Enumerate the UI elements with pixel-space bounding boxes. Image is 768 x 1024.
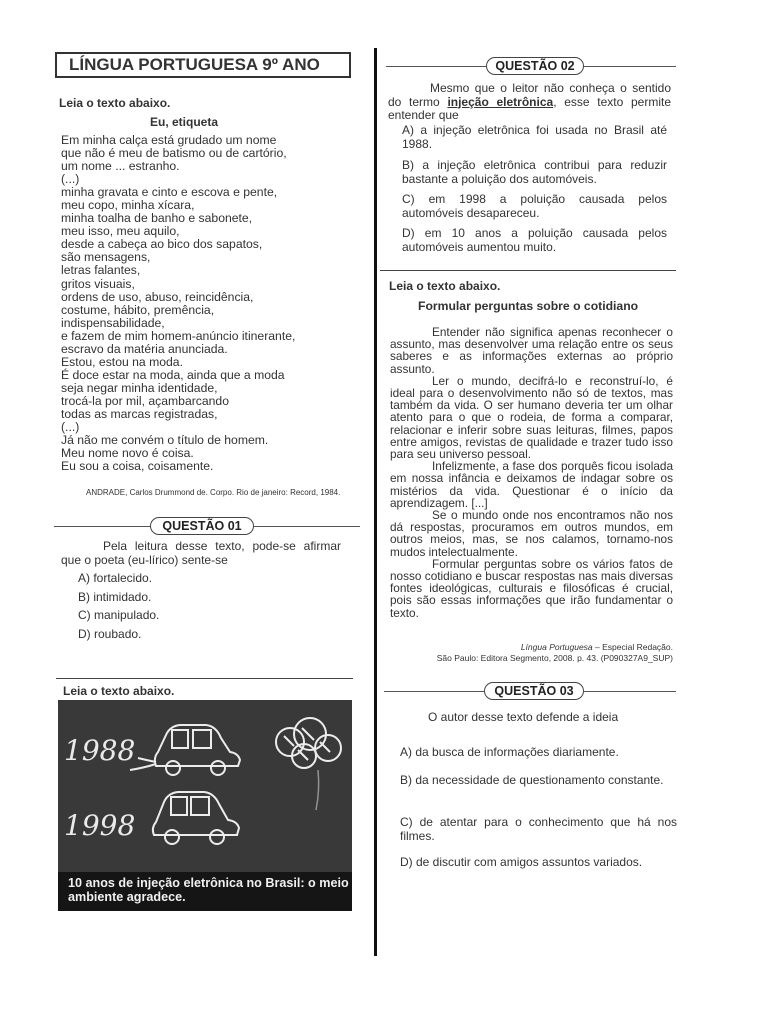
question-02-option-d[interactable]: D) em 10 anos a poluição causada pelos automóveis aumentou muito. [402,226,667,254]
page-title: LÍNGUA PORTUGUESA 9º ANO [55,52,351,78]
article-paragraph: Infelizmente, a fase dos porquês ficou isolada em nossa infância e deixamos de indagar sobre os mistérios da vida. Questionar é o início da aprendizagem. [...] [390,459,673,510]
article-paragraph: Entender não significa apenas reconhecer o assunto, mas desenvolver uma relação entre os seus saberes e as informações externas ao próprio assunto. [390,325,673,376]
question-02-stem [388,82,671,123]
chalkboard-illustration [58,700,352,872]
reading-instruction: Leia o texto abaixo. [59,96,171,110]
question-03-option-d[interactable]: D) de discutir com amigos assuntos variados. [400,855,643,869]
stem-text-end: , esse texto permite entender que [388,94,672,122]
source-publisher: São Paulo: Editora Segmento, 2008. p. 43. (P090327A9_SUP) [436,652,673,663]
question-01-stem: Pela leitura desse texto, pode-se afirmar que o poeta (eu-lírico) sente-se [61,539,341,567]
question-03-option-a[interactable]: A) da busca de informações diariamente. [400,745,619,759]
poem-credit: ANDRADE, Carlos Drummond de. Corpo. Rio de janeiro: Record, 1984. [86,488,341,497]
reading-instruction-3: Leia o texto abaixo. [389,279,501,293]
reading-instruction-2: Leia o texto abaixo. [63,684,175,698]
question-01-option-d[interactable]: D) roubado. [78,627,142,641]
stem-text: Mesmo que o leitor não conheça o sentido do termo [388,81,671,109]
section-separator-right [380,270,676,271]
question-01-option-c[interactable]: C) manipulado. [78,608,160,622]
article-paragraph: Ler o mundo, decifrá-lo e reconstruí-lo, é ideal para o desenvolvimento não só de textos, mas também da vida. O ser humano deveria ter um olhar atento para o que o rodeia, de forma a comparar, relacionar e inferir sobre suas leituras, filmes, papos entre amigos, revistas de qualidade e trazer tudo isso para seu universo pessoal. [390,373,673,462]
question-02-label: QUESTÃO 02 [486,57,584,75]
section-separator [56,678,353,679]
highlighted-term: injeção eletrônica [447,94,554,109]
question-02-option-b[interactable]: B) a injeção eletrônica contribui para reduzir bastante a poluição dos automóveis. [402,158,667,186]
question-01-option-a[interactable]: A) fortalecido. [78,571,153,585]
question-02-option-a[interactable]: A) a injeção eletrônica foi usada no Brasil até 1988. [402,123,667,151]
chalkboard-drawing [58,700,352,872]
question-03-header [384,682,676,700]
question-03-option-c[interactable]: C) de atentar para o conhecimento que há nos filmes. [400,815,677,843]
poem-text: Em minha calça está grudado um nome que não é meu de batismo ou de cartório, um nome ... estranho. (...) minha gravata e cinto e escova e pente, meu copo, minha xícara, minha toalha de banho e sabonete, meu isso, meu aquilo, desde a cabeça ao bico dos sapatos, são mensagens, letras falantes, gritos visuais, ordens de uso, abuso, reincidência, costume, hábito, premência, indispensabilidade, e fazem de mim homem-anúncio itinerante, escravo da matéria anunciada. Estou, estou na moda. É doce estar na moda, ainda que a moda seja negar minha identidade, trocá-la por mil, açambarcando todas as marcas registradas, (...) Já não me convém o título de homem. Meu nome novo é coisa. Eu sou a coisa, coisamente. [61,133,296,474]
article-text [390,326,673,619]
article-paragraph: Formular perguntas sobre os vários fatos de nosso cotidiano e buscar respostas nas mais diversas fontes ideológicas, culturais e filosóficas é crucial, pois são essas informações que irão fundamentar o texto. [390,556,673,620]
question-02-option-c[interactable]: C) em 1998 a poluição causada pelos automóveis desapareceu. [402,192,667,220]
article-source [390,642,673,663]
question-01-option-b[interactable]: B) intimidado. [78,590,152,604]
source-publication: Língua Portuguesa [520,642,593,652]
article-paragraph: Se o mundo onde nos encontramos não nos dá respostas, procuramos em outros mundos, em outros meios, mas, se nos calamos, tornamo-nos mudos intelectualmente. [390,508,673,559]
question-01-label: QUESTÃO 01 [150,517,254,535]
question-01-header [54,517,360,535]
illustration-caption: 10 anos de injeção eletrônica no Brasil: o meio ambiente agradece. [58,872,352,911]
year-1988: 1988 [64,734,136,767]
question-03-stem: O autor desse texto defende a ideia [428,710,619,724]
poem-title: Eu, etiqueta [150,115,219,129]
question-02-header [386,57,676,75]
question-03-label: QUESTÃO 03 [484,682,584,700]
source-edition: – Especial Redação. [592,642,673,652]
column-divider [374,48,377,956]
year-1998: 1998 [64,809,136,842]
question-03-option-b[interactable]: B) da necessidade de questionamento constante. [400,773,664,787]
text-title: Formular perguntas sobre o cotidiano [418,299,639,313]
